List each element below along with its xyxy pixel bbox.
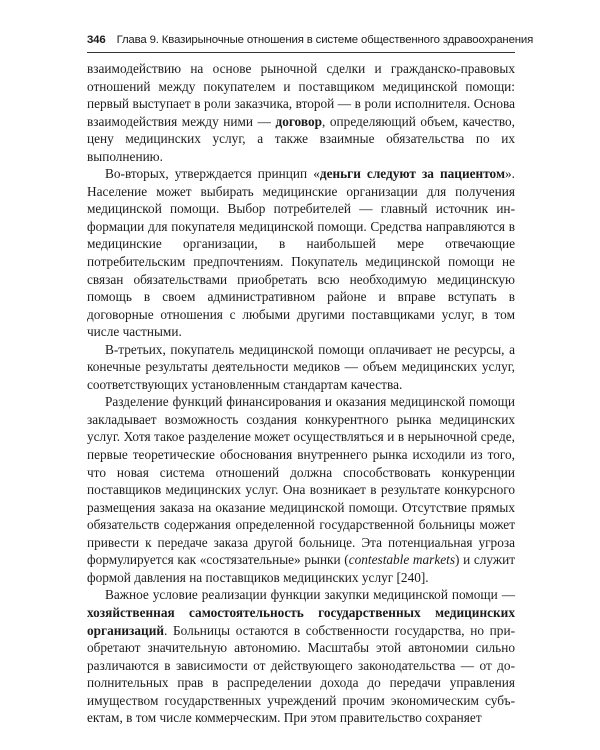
bold-term-economic-independence: хозяйственная самостоятельность государственных медицинских организаций <box>87 604 515 638</box>
book-page <box>87 34 534 727</box>
paragraph-5 <box>87 586 515 726</box>
paragraph-3 <box>87 341 515 394</box>
paragraph-1 <box>87 60 515 165</box>
paragraph-2 <box>87 165 515 340</box>
paragraph-4 <box>87 393 515 586</box>
page-body <box>87 60 515 727</box>
text-run: Важное условие реализации функции закупки медицинской помощи — <box>105 587 515 603</box>
bold-term-contract: договор <box>275 113 323 129</box>
bold-term-money-follows-patient: деньги следуют за пациентом <box>319 166 506 182</box>
text-run: В-третьих, покупатель медицинской помощи оплачивает не ресурсы, а конечные результаты деятельности медиков — объем медицинских услуг, соответствующих установленным стандартам качества. <box>87 341 515 392</box>
text-run: , определяющий объем, качество, цену медицинских услуг, а также взаимные обязательства по их выполнению. <box>87 113 516 164</box>
text-run: . Больницы остаются в собственности государства, но приобретают значительную автономию. Масштабы этой автономии сильно различаются в зависимости от действующего законодательства — от дополнительных прав в распределении дохода до передачи управления имуществом государственных учреждений прочим экономическим субъектам, в том числе коммерческим. При этом правительство сохраняет <box>87 622 515 726</box>
text-run: взаимодействию на основе рыночной сделки и гражданско-правовых отношений между покупателем и поставщиком медицинской помощи: первый выступает в роли заказчика, второй — в роли исполнителя. Основа взаимодействия между ними — <box>87 61 515 129</box>
text-run: Разделение функций финансирования и оказания медицинской помощи закладывает возможность создания конкурентного рынка медицинских услуг. Хотя такое разделение может осуществляться и в нерыночной среде, первые теоретические обоснования внутреннего рынка исходили из того, что новая система отношений должна способствовать конкуренции поставщиков медицинских услуг. Она возникает в результате конкурсного размещения заказа на оказание медицинской помощи. Отсутствие прямых обязательств содержания определенной государственной больницы может привести к передаче заказа другой больнице. Эта потенциальная угроза формулируется как «состязательные» рынки ( <box>87 394 515 568</box>
text-run: ) и служит формой давления на поставщиков медицинских услуг [240]. <box>87 552 515 585</box>
text-run: Во-вторых, утверждается принцип « <box>105 166 320 182</box>
page-number: 346 <box>87 34 106 46</box>
italic-term-contestable-markets: contestable markets <box>348 552 456 568</box>
running-header <box>87 34 534 53</box>
chapter-title: Глава 9. Квазирыночные отношения в системе общественного здравоохранения <box>116 34 534 46</box>
text-run: ». Население может выбирать медицинские организации для получения медицинской помощи. Выбор потребителей — главный источник информации для покупателя медицинской помощи. Средства направляются в медицинские организации, в наибольшей мере отвечающие потребительским предпочтениям. Покупатель медицинской помощи не связан обязательствами приобретать всю необходимую медицинскую помощь в своем административном районе и вправе вступать в договорные отношения с любыми другими поставщиками услуг, в том числе частными. <box>87 166 515 340</box>
